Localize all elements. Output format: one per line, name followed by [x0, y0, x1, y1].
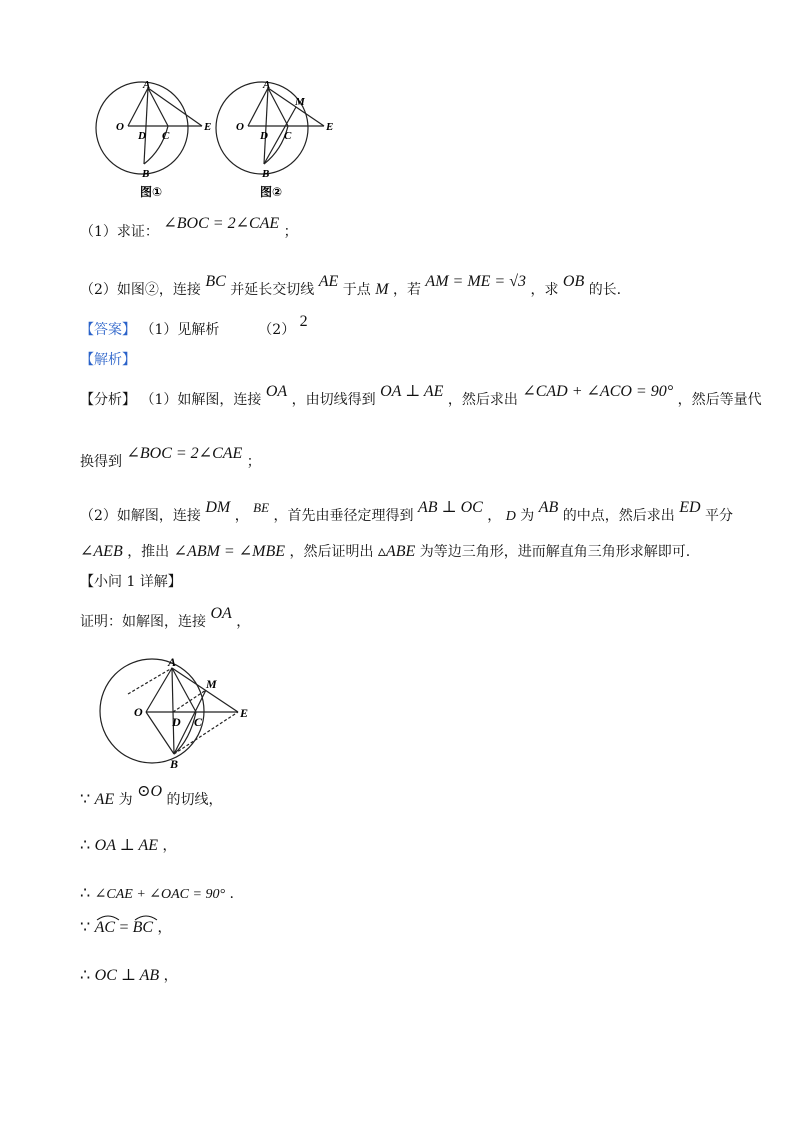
- analysis-l3-perp: AB ⊥ OC: [417, 499, 483, 516]
- analysis-l3-be: BE: [253, 500, 270, 515]
- analysis-l4-a: ，推出: [127, 544, 170, 560]
- step2-therefore: ∴: [80, 837, 91, 854]
- step1-end: 的切线，: [166, 792, 223, 808]
- answer-line: [80, 313, 308, 340]
- part1-suffix: ；: [283, 224, 298, 240]
- fig1-line-ac: [148, 88, 168, 126]
- fig2-label-e: E: [326, 121, 334, 133]
- answer-part2-label: （2）: [258, 322, 296, 338]
- fig2-label-m: M: [295, 96, 305, 108]
- fig2-line-oa: [248, 88, 268, 126]
- arc-bc: [133, 918, 153, 938]
- analysis-l2-formula: ∠BOC = 2∠CAE: [126, 445, 243, 462]
- fig2-line-ac: [268, 88, 288, 126]
- analysis-line-1: [80, 383, 762, 410]
- fig1-label-e: E: [204, 121, 212, 133]
- fig1-label-o: O: [116, 121, 124, 133]
- step3-formula: ∠CAE + ∠OAC = 90°: [94, 887, 226, 902]
- analysis-l3-f: 平分: [704, 508, 733, 524]
- proof-step-4: [80, 918, 171, 938]
- part2-prefix: （2）如图②，连接: [80, 282, 201, 298]
- analysis-l1-oa: OA: [265, 383, 288, 400]
- part2-end: 的长.: [588, 282, 622, 298]
- fig2-label-c: C: [284, 130, 292, 142]
- fig1-line-ae: [148, 88, 202, 126]
- analysis-l4-tri: ▵ABE: [377, 543, 416, 560]
- sol-label-c: C: [194, 715, 203, 729]
- sol-label-d: D: [172, 715, 181, 729]
- proof-step-5: [80, 966, 178, 986]
- fig1-circle: [96, 82, 188, 174]
- step4-end: ，: [157, 920, 172, 936]
- step5-formula: OC ⊥ AB: [94, 967, 160, 984]
- sol-line-be: [174, 712, 238, 754]
- problem-part1: [80, 215, 298, 242]
- figures-top: [88, 76, 348, 206]
- fig1-label-a: A: [143, 79, 151, 91]
- proof-oa: OA: [210, 605, 232, 622]
- analysis-l3-b: ，首先由垂径定理得到: [273, 508, 414, 524]
- step2-formula: OA ⊥ AE: [94, 837, 158, 854]
- analysis-sub-tag: 【分析】: [80, 392, 136, 408]
- sol-label-o: O: [134, 705, 143, 719]
- analysis-tag: 【解析】: [80, 352, 136, 368]
- analysis-l3-e: 的中点，然后求出: [562, 508, 675, 524]
- fig1-line-oa: [128, 88, 148, 126]
- analysis-l3-d-var: D: [505, 509, 516, 524]
- analysis-l1-a: （1）如解图，连接: [140, 392, 262, 408]
- fig2-label-b: B: [262, 168, 270, 180]
- step5-end: ，: [163, 968, 178, 984]
- fig1-caption: 图①: [140, 185, 163, 199]
- step1-ae: AE: [94, 791, 115, 808]
- figure-2: [216, 82, 324, 174]
- analysis-l4-c: 为等边三角形，进而解直角三角形求解即可.: [419, 544, 691, 560]
- step5-therefore: ∴: [80, 967, 91, 984]
- part2-bc: BC: [205, 273, 226, 290]
- sol-label-e: E: [240, 706, 249, 720]
- analysis-line-4: [80, 542, 690, 562]
- part2-ob: OB: [562, 273, 585, 290]
- proof-suffix: ，: [236, 614, 251, 630]
- problem-part2: [80, 273, 622, 300]
- part2-mid3: ，若: [392, 282, 421, 298]
- analysis-l1-c: ，然后求出: [447, 392, 518, 408]
- analysis-l4-b: ，然后证明出: [289, 544, 374, 560]
- analysis-l3-ed: ED: [679, 499, 701, 516]
- fig1-label-d: D: [138, 130, 146, 142]
- analysis-l3-d: 为: [520, 508, 535, 524]
- arc-ac: [95, 918, 115, 938]
- analysis-l1-d: ，然后等量代: [677, 392, 762, 408]
- part1-prefix: （1）求证：: [80, 224, 159, 240]
- answer-tag: 【答案】: [80, 322, 136, 338]
- part2-mid: 并延长交切线: [230, 282, 315, 298]
- part2-m: M: [375, 281, 389, 298]
- fig2-caption: 图②: [260, 185, 283, 199]
- proof-step-2: [80, 836, 176, 856]
- fig1-label-b: B: [142, 168, 150, 180]
- analysis-l2-b: ；: [246, 454, 261, 470]
- step4-because: ∵: [80, 919, 91, 936]
- step1-mid: 为: [118, 792, 133, 808]
- analysis-l3-dm: DM: [205, 499, 231, 516]
- analysis-l3-a: （2）如解图，连接: [80, 508, 201, 524]
- step4-arc-ac: AC: [94, 919, 116, 936]
- fig2-label-a: A: [263, 79, 271, 91]
- step4-eq: =: [119, 919, 133, 936]
- proof-intro: [80, 605, 251, 632]
- analysis-l3-c: ，: [487, 508, 502, 524]
- figure-1: [96, 82, 202, 174]
- analysis-l1-perp: OA ⊥ AE: [380, 383, 444, 400]
- fig2-label-d: D: [260, 130, 268, 142]
- sol-line-ac: [172, 668, 196, 712]
- sol-line-oa-dash: [128, 668, 172, 694]
- step2-end: ，: [162, 838, 177, 854]
- answer-part2-value: 2: [299, 313, 308, 330]
- step3-end: .: [229, 886, 234, 902]
- proof-step-3: [80, 884, 234, 905]
- part1-formula: ∠BOC = 2∠CAE: [163, 215, 280, 232]
- analysis-line-3: [80, 499, 733, 527]
- analysis-l4-eq: ∠ABM = ∠MBE: [173, 543, 285, 560]
- step1-because: ∵: [80, 791, 91, 808]
- part2-mid4: ，求: [530, 282, 559, 298]
- step3-therefore: ∴: [80, 885, 91, 902]
- step1-circle: ⊙O: [137, 783, 163, 800]
- sol-line-ob: [146, 712, 174, 754]
- sol-label-m: M: [206, 677, 217, 691]
- sol-line-oa: [146, 668, 172, 712]
- analysis-l1-b: ，由切线得到: [291, 392, 376, 408]
- part2-condition: AM = ME = √3: [425, 273, 526, 290]
- analysis-line-2: [80, 445, 261, 472]
- analysis-l4-aeb: ∠AEB: [80, 543, 123, 560]
- step4-arc-bc: BC: [132, 919, 154, 936]
- analysis-l2-a: 换得到: [80, 454, 122, 470]
- solution-figure: [98, 654, 260, 774]
- proof-prefix: 证明：如解图，连接: [80, 614, 206, 630]
- fig1-label-c: C: [162, 130, 170, 142]
- part2-mid2: 于点: [342, 282, 371, 298]
- fig2-label-o: O: [236, 121, 244, 133]
- sol-circle: [100, 659, 204, 763]
- sol-label-b: B: [170, 757, 179, 771]
- analysis-l3-sep: ，: [234, 508, 249, 524]
- analysis-l1-sum: ∠CAD + ∠ACO = 90°: [522, 383, 674, 400]
- analysis-l3-ab: AB: [538, 499, 559, 516]
- part2-ae: AE: [318, 273, 339, 290]
- detail-tag: 【小问 1 详解】: [80, 574, 182, 590]
- sol-label-a: A: [168, 655, 177, 669]
- answer-part1: （1）见解析: [140, 322, 220, 338]
- proof-step-1: [80, 783, 223, 810]
